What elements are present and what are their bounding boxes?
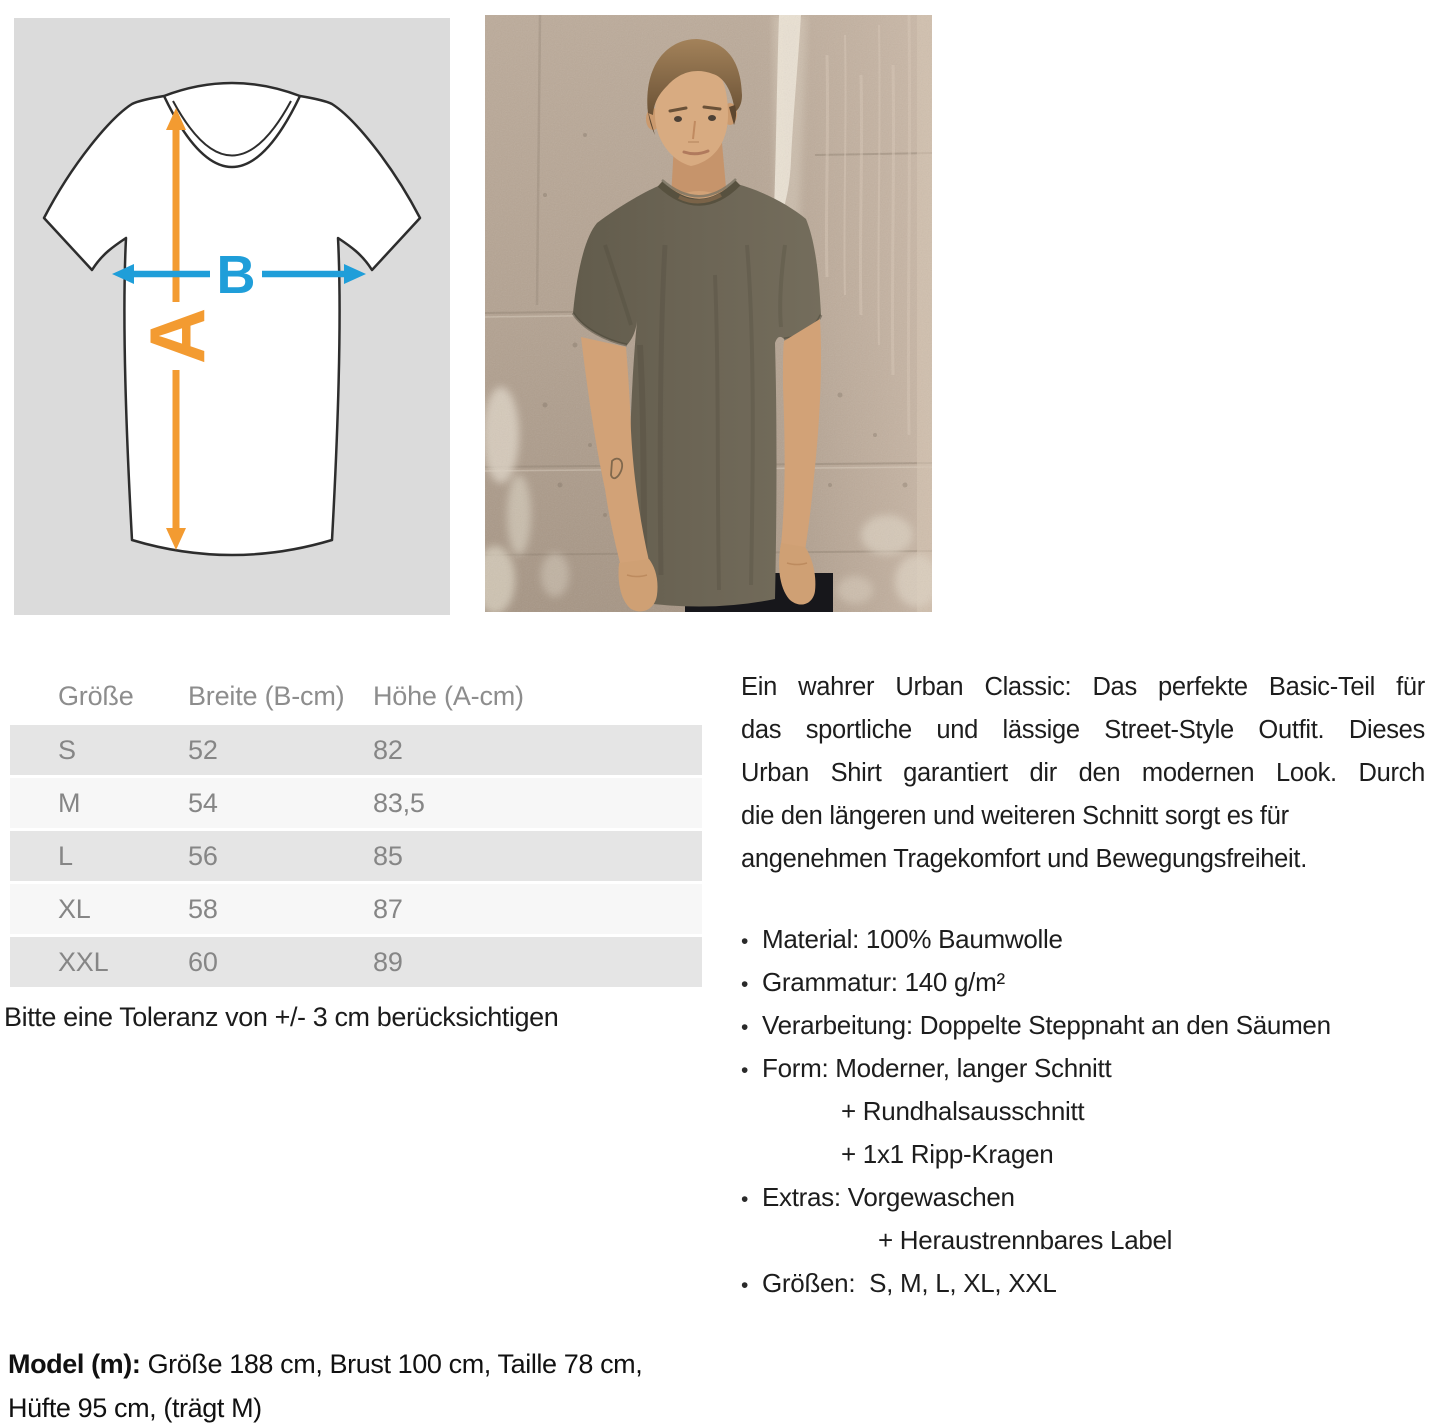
product-description: [741, 666, 1425, 1305]
cell-width: 58: [188, 893, 218, 924]
feature-text: Form: Moderner, langer Schnitt: [762, 1053, 1112, 1083]
feature-text: + Rundhalsausschnitt: [841, 1096, 1085, 1126]
cell-height: 83,5: [373, 787, 425, 818]
feature-text: + 1x1 Ripp-Kragen: [841, 1139, 1054, 1169]
cell-height: 85: [373, 840, 403, 871]
model-info-measurements: Größe 188 cm, Brust 100 cm, Taille 78 cm,: [140, 1349, 643, 1379]
feature-item-rippkragen: [741, 1133, 1425, 1176]
table-header-row: [10, 670, 702, 722]
cell-height: 87: [373, 893, 403, 924]
model-photo: [485, 15, 932, 612]
feature-item-verarbeitung: [741, 1004, 1425, 1047]
feature-item-extras: [741, 1176, 1425, 1219]
feature-item-groessen: [741, 1262, 1425, 1305]
paragraph-line: die den längeren und weiteren Schnitt sorgt es für: [741, 802, 1289, 830]
bullet-dot-icon: •: [741, 930, 749, 953]
bullet-dot-icon: •: [741, 1016, 749, 1039]
width-label: B: [216, 245, 256, 305]
feature-list: [741, 918, 1425, 1305]
feature-item-label: [741, 1219, 1425, 1262]
bullet-dot-icon: •: [741, 1188, 749, 1211]
bullet-dot-icon: •: [741, 1274, 749, 1297]
tshirt-measure-diagram: [14, 18, 450, 615]
bullet-dot-icon: •: [741, 973, 749, 996]
paragraph-line: das sportliche und lässige Street-Style Outfit. Dieses: [741, 716, 1425, 744]
paragraph-line: Urban Shirt garantiert dir den modernen Look. Durch: [741, 759, 1425, 787]
paragraph-line: angenehmen Tragekomfort und Bewegungsfreiheit.: [741, 845, 1307, 873]
cell-size: M: [58, 787, 81, 818]
feature-text: + Heraustrennbares Label: [878, 1225, 1173, 1255]
feature-item-rundhals: [741, 1090, 1425, 1133]
bullet-dot-icon: •: [741, 1059, 749, 1082]
table-row-s: [10, 725, 702, 775]
paragraph-line: Ein wahrer Urban Classic: Das perfekte Basic-Teil für: [741, 673, 1425, 701]
cell-size: L: [58, 840, 73, 871]
size-table: [10, 670, 702, 987]
feature-text: Verarbeitung: Doppelte Steppnaht an den Säumen: [762, 1010, 1331, 1040]
cell-width: 52: [188, 734, 218, 765]
feature-text: Größen: S, M, L, XL, XXL: [762, 1268, 1057, 1298]
feature-text: Material: 100% Baumwolle: [762, 924, 1063, 954]
feature-item-grammatur: [741, 961, 1425, 1004]
col-header-height: Höhe (A-cm): [373, 680, 524, 711]
model-info: [8, 1342, 728, 1424]
description-paragraph: [741, 666, 1425, 881]
model-info-label: Model (m):: [8, 1349, 141, 1379]
table-row-m: [10, 778, 702, 828]
table-row-xxl: [10, 937, 702, 987]
cell-height: 89: [373, 946, 403, 977]
feature-item-form: [741, 1047, 1425, 1090]
tolerance-note: Bitte eine Toleranz von +/- 3 cm berücksichtigen: [4, 1002, 559, 1032]
cell-width: 54: [188, 787, 218, 818]
feature-text: Grammatur: 140 g/m²: [762, 967, 1005, 997]
cell-width: 60: [188, 946, 218, 977]
cell-size: S: [58, 734, 76, 765]
model-info-line1: [8, 1342, 728, 1386]
table-row-xl: [10, 884, 702, 934]
feature-item-material: [741, 918, 1425, 961]
size-diagram-panel: [14, 18, 450, 615]
table-row-l: [10, 831, 702, 881]
model-info-line2: Hüfte 95 cm, (trägt M): [8, 1393, 262, 1423]
model-photo-illustration: [485, 15, 932, 612]
col-header-width: Breite (B-cm): [188, 680, 345, 711]
col-header-size: Größe: [58, 680, 134, 711]
cell-width: 56: [188, 840, 218, 871]
cell-height: 82: [373, 734, 403, 765]
height-label: A: [133, 307, 221, 365]
cell-size: XXL: [58, 946, 109, 977]
cell-size: XL: [58, 893, 91, 924]
feature-text: Extras: Vorgewaschen: [762, 1182, 1015, 1212]
